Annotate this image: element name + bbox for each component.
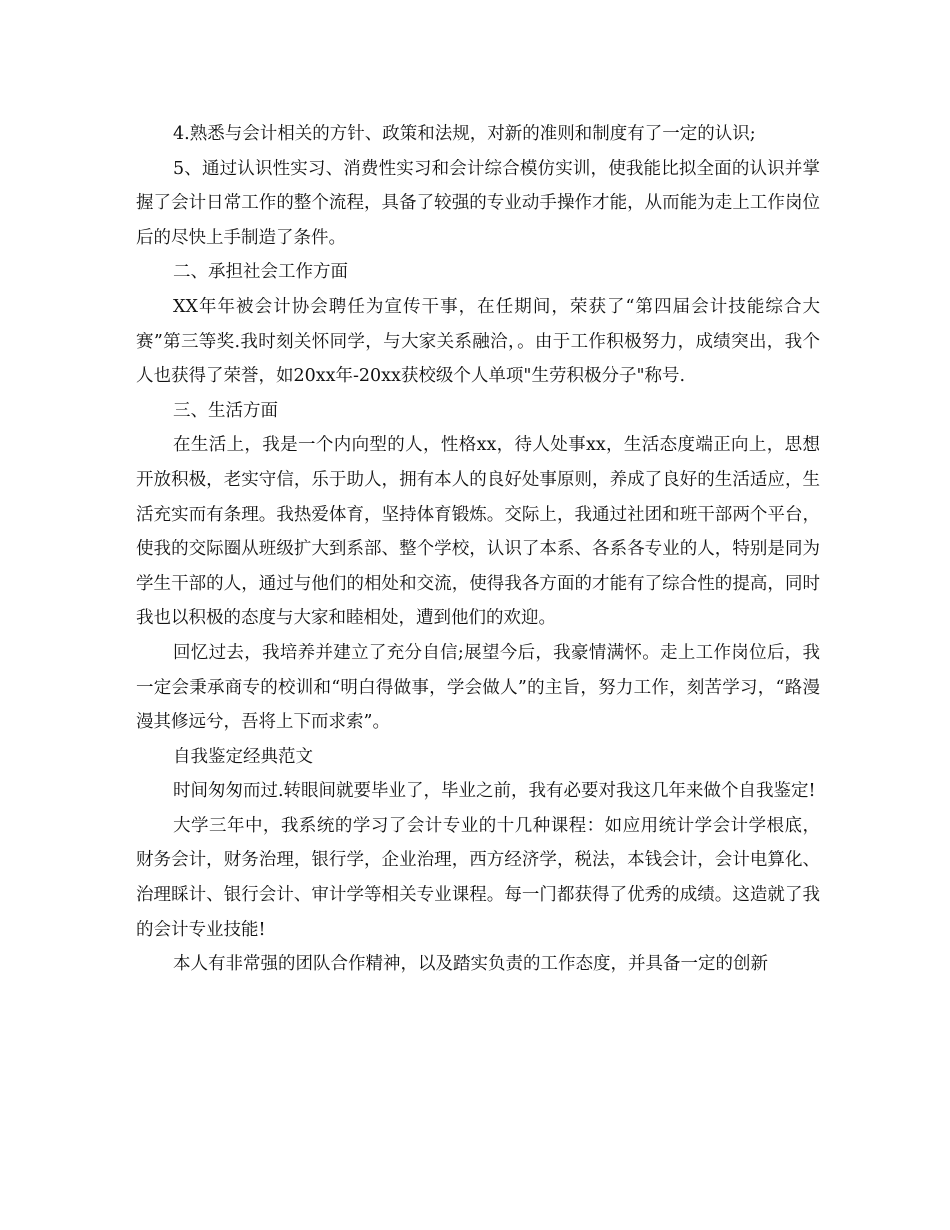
paragraph-8: 本人有非常强的团队合作精神，以及踏实负责的工作态度，并具备一定的创新	[173, 954, 768, 975]
paragraph-2: 5、通过认识性实习、消费性实习和会计综合模仿实训，使我能比拟全面的认识并掌握了会计日常工作的整个流程，具备了较强的专业动手操作才能，从而能为走上工作岗位后的尽快上手制造了条件。	[136, 158, 820, 248]
paragraph-3: XX年年被会计协会聘任为宣传干事，在任期间，荣获了“第四届会计技能综合大赛”第三等奖.我时刻关怀同学，与大家关系融洽，。由于工作积极努力，成绩突出，我个人也获得了荣誉，如20xx年-20xx获校级个人单项"生劳积极分子"称号.	[136, 296, 820, 387]
paragraph-5: 回忆过去，我培养并建立了充分自信;展望今后，我豪情满怀。走上工作岗位后，我一定会秉承商专的校训和“明白得做事，学会做人”的主旨，努力工作，刻苦学习，“路漫漫其修远兮，吾将上下而求索”。	[136, 642, 820, 733]
section-heading-social-work: 二、承担社会工作方面	[173, 262, 348, 283]
paragraph-1: 4.熟悉与会计相关的方针、政策和法规，对新的准则和制度有了一定的认识;	[173, 124, 756, 144]
paragraph-7: 大学三年中，我系统的学习了会计专业的十几种课程：如应用统计学会计学根底，财务会计，财务治理，银行学，企业治理，西方经济学，税法，本钱会计，会计电算化、治理睬计、银行会计、审计学等相关专业课程。每一门都获得了优秀的成绩。这造就了我的会计专业技能!	[136, 815, 820, 940]
paragraph-4: 在生活上，我是一个内向型的人，性格xx，待人处事xx，生活态度端正向上，思想开放积极，老实守信，乐于助人，拥有本人的良好处事原则，养成了良好的生活适应，生活充实而有条理。我热爱体育，坚持体育锻炼。交际上，我通过社团和班干部两个平台，使我的交际圈从班级扩大到系部、整个学校，认识了本系、各系各专业的人，特别是同为学生干部的人，通过与他们的相处和交流，使得我各方面的才能有了综合性的提高，同时我也以积极的态度与大家和睦相处，遭到他们的欢迎。	[136, 435, 820, 629]
paragraph-6: 时间匆匆而过.转眼间就要毕业了，毕业之前，我有必要对我这几年来做个自我鉴定!	[173, 781, 816, 802]
section-heading-life: 三、生活方面	[173, 400, 278, 421]
section-heading-example: 自我鉴定经典范文	[173, 746, 313, 767]
document-body	[136, 117, 820, 982]
